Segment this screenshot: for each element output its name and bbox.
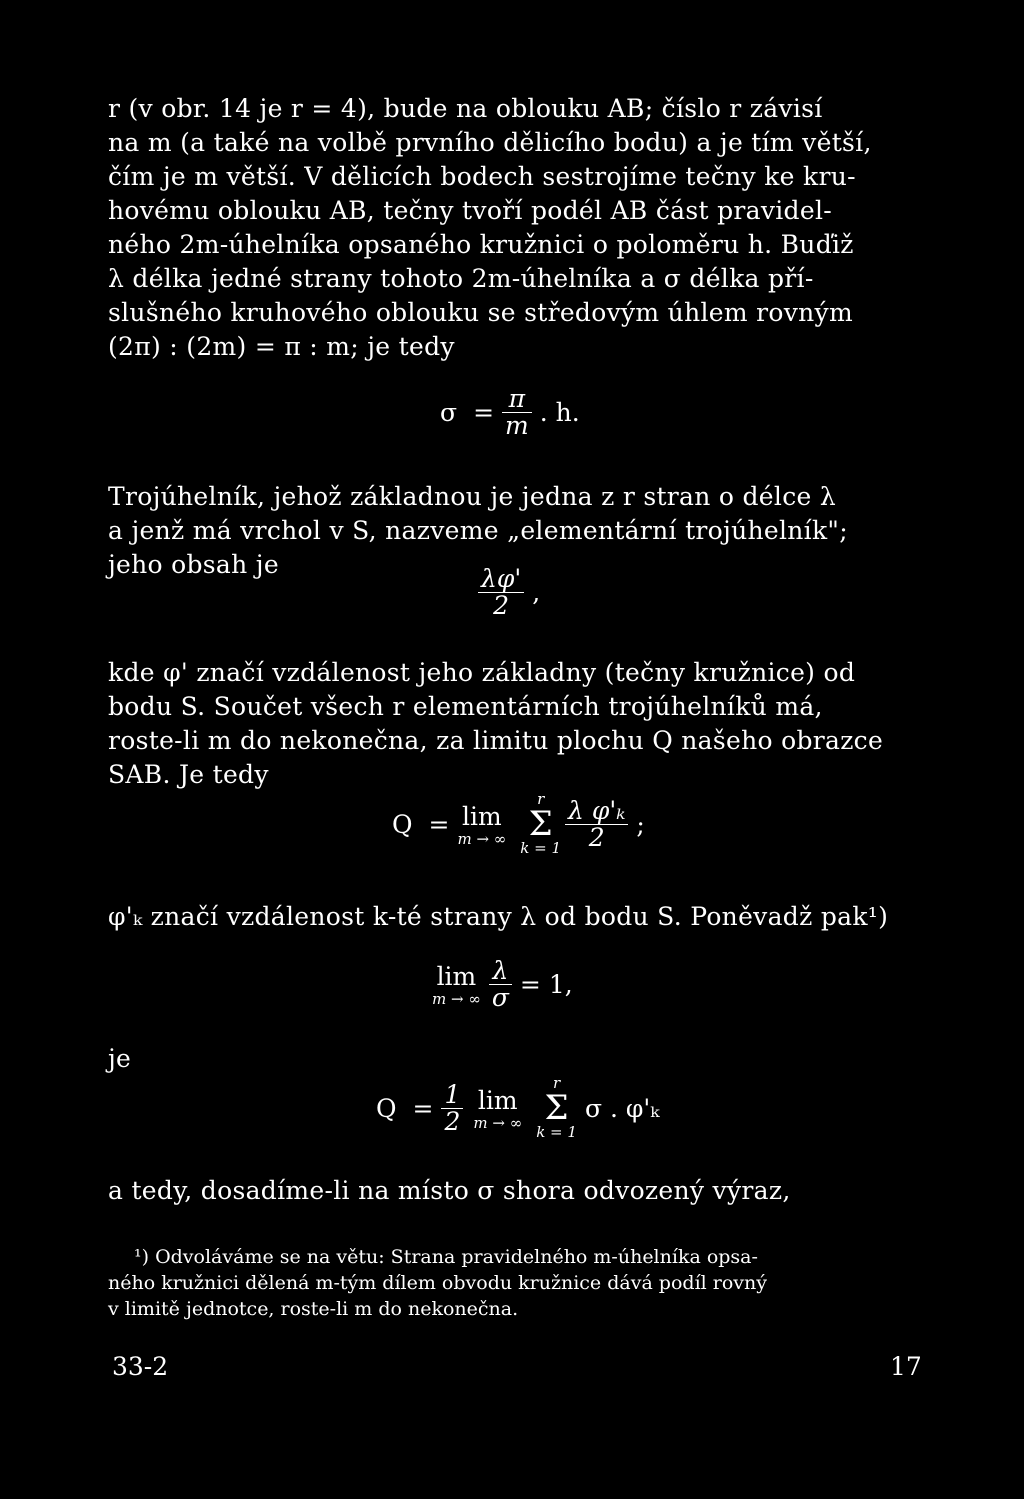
equation-limit-ratio: lim m → ∞ $\frac{\lambda}{\sigma}$ = 1, — [432, 956, 573, 1012]
fraction: $\frac{\text{λ φ'ₖ}}{2}$ — [565, 798, 628, 851]
text-line: jeho obsah je — [108, 550, 279, 579]
paragraph-5 — [108, 1174, 923, 1208]
paragraph-4 — [108, 900, 923, 934]
equation-sigma: σ = $\frac{\pi}{m}$ . h. — [440, 384, 580, 440]
text-line: φ'ₖ značí vzdálenost k-té strany λ od bodu S. Poněvadž pak¹) — [108, 902, 889, 931]
text-line: kde φ' značí vzdálenost jeho základny (tečny kružnice) od — [108, 658, 856, 687]
text-line: slušného kruhového oblouku se středovým úhlem rovným — [108, 298, 853, 327]
paragraph-3 — [108, 656, 923, 792]
page-number: 17 — [890, 1352, 922, 1381]
paragraph-1 — [108, 92, 923, 364]
text-line: ného 2m-úhelníka opsaného kružnici o poloměru h. Buďiž — [108, 230, 854, 259]
summation: r Σ k = 1 — [520, 790, 562, 857]
fraction: $\frac{\lambda}{\sigma}$ — [489, 958, 512, 1011]
limit: lim m → ∞ — [473, 1085, 523, 1132]
text-line: hovému oblouku AB, tečny tvoří podél AB část pravidel- — [108, 196, 832, 225]
text-line: Trojúhelník, jehož základnou je jedna z r stran o délce λ — [108, 482, 836, 511]
footnote — [108, 1244, 923, 1322]
text-line: λ délka jedné strany tohoto 2m-úhelníka a σ délka pří- — [108, 264, 814, 293]
footnote-line: v limitě jednotce, roste-li m do nekonečna. — [108, 1298, 519, 1320]
text-line: SAB. Je tedy — [108, 760, 269, 789]
equation-Q-limit-sum: Q = lim m → ∞ r Σ k = 1 $\frac{\text{λ φ'ₖ}}{2}$ ; — [392, 790, 645, 857]
printer-signature: 33-2 — [112, 1352, 169, 1381]
equation-triangle-area: $\frac{\lambda\varphi'}{2}$ , — [478, 566, 548, 619]
fraction: $\frac{1}{2}$ — [441, 1082, 463, 1135]
text-line: bodu S. Součet všech r elementárních trojúhelníků má, — [108, 692, 823, 721]
limit: lim m → ∞ — [432, 962, 481, 1008]
fraction: $\frac{\lambda\varphi'}{2}$ — [478, 566, 524, 619]
text-line: a tedy, dosadíme-li na místo σ shora odvozený výraz, — [108, 1176, 791, 1205]
footnote-line: ¹) Odvoláváme se na větu: Strana pravidelného m-úhelníka opsa- — [134, 1246, 758, 1268]
text-line: a jenž má vrchol v S, nazveme „elementární trojúhelník"; — [108, 516, 848, 545]
text-je: je — [108, 1044, 132, 1073]
text-line: roste-li m do nekonečna, za limitu plochu Q našeho obrazce — [108, 726, 884, 755]
text-line: čím je m větší. V dělicích bodech sestrojíme tečny ke kru- — [108, 162, 856, 191]
limit: lim m → ∞ — [457, 801, 507, 848]
text-line: r (v obr. 14 je r = 4), bude na oblouku AB; číslo r závisí — [108, 94, 823, 123]
equation-Q-final: Q = $\frac{1}{2}$ lim m → ∞ r Σ k = 1 σ . φ'ₖ — [376, 1074, 660, 1141]
fraction: $\frac{\pi}{m}$ — [502, 386, 532, 439]
footnote-line: ného kružnici dělená m-tým dílem obvodu kružnice dává podíl rovný — [108, 1272, 767, 1294]
text-line: na m (a také na volbě prvního dělicího bodu) a je tím větší, — [108, 128, 872, 157]
text-line: (2π) : (2m) = π : m; je tedy — [108, 332, 455, 361]
summation: r Σ k = 1 — [536, 1074, 577, 1141]
